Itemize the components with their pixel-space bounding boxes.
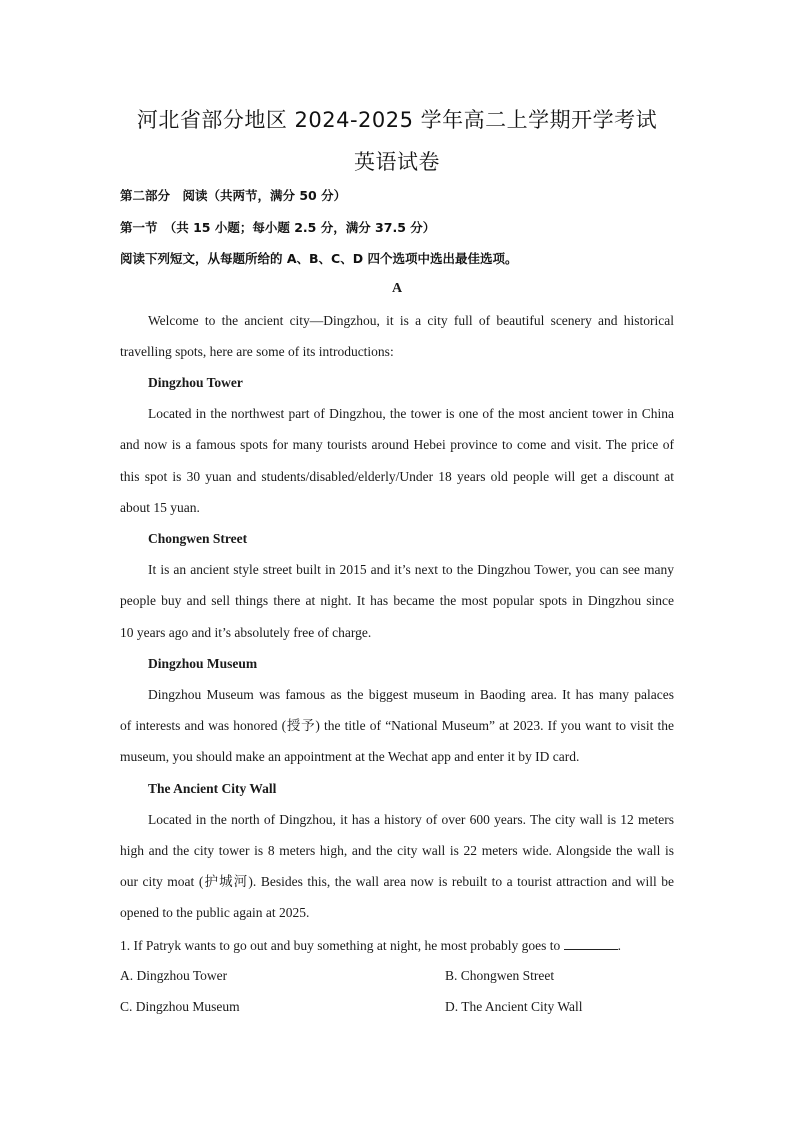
exam-title: 河北省部分地区 2024-2025 学年高二上学期开学考试 xyxy=(136,108,658,132)
paragraph-line: 10 years ago and it’s absolutely free of charge. xyxy=(120,625,372,640)
option-d: D. The Ancient City Wall xyxy=(445,999,583,1014)
intro-line: travelling spots, here are some of its introductions: xyxy=(120,344,394,359)
paragraph-line: and now is a famous spots for many tourists around Hebei province to come and visit. The price of xyxy=(120,437,674,452)
paragraph-line: museum, you should make an appointment at the Wechat app and enter it by ID card. xyxy=(120,749,580,764)
option-a: A. Dingzhou Tower xyxy=(120,968,228,983)
question-text: 1. If Patryk wants to go out and buy something at night, he most probably goes to xyxy=(120,938,561,953)
paragraph-line: Dingzhou Museum was famous as the biggest museum in Baoding area. It has many palaces xyxy=(148,687,674,702)
direction-instruction: 阅读下列短文，从每题所给的 A、B、C、D 四个选项中选出最佳选项。 xyxy=(120,251,518,266)
option-c: C. Dingzhou Museum xyxy=(120,999,240,1014)
paragraph-line: It is an ancient style street built in 2015 and it’s next to the Dingzhou Tower, you can see many xyxy=(148,562,674,577)
paragraph-line: this spot is 30 yuan and students/disabled/elderly/Under 18 years old people will get a discount at xyxy=(120,469,674,484)
answer-blank xyxy=(564,937,618,950)
paragraph-line: Located in the north of Dingzhou, it has a history of over 600 years. The city wall is 12 meters xyxy=(148,812,674,827)
paragraph-line: people buy and sell things there at night. It has became the most popular spots in Dingzhou since xyxy=(120,593,674,608)
paragraph-line: about 15 yuan. xyxy=(120,500,200,515)
paragraph-line: our city moat (护城河). Besides this, the wall area now is rebuilt to a tourist attraction and will be xyxy=(120,874,674,889)
paragraph-line: opened to the public again at 2025. xyxy=(120,905,310,920)
section-heading: Dingzhou Museum xyxy=(148,656,258,671)
section-heading: Dingzhou Tower xyxy=(148,375,243,390)
paragraph-line: of interests and was honored (授予) the title of “National Museum” at 2023. If you want to visit the xyxy=(120,718,674,733)
passage-letter: A xyxy=(391,281,403,296)
exam-subtitle: 英语试卷 xyxy=(354,150,440,174)
question-stem xyxy=(120,937,621,954)
section-heading: Chongwen Street xyxy=(148,531,248,546)
option-b: B. Chongwen Street xyxy=(445,968,555,983)
section-heading: The Ancient City Wall xyxy=(148,781,277,796)
question-end: . xyxy=(617,938,621,953)
intro-line: Welcome to the ancient city—Dingzhou, it is a city full of beautiful scenery and historical xyxy=(148,313,674,328)
paragraph-line: Located in the northwest part of Dingzhou, the tower is one of the most ancient tower in China xyxy=(148,406,674,421)
section-instruction: 第一节 （共 15 小题；每小题 2.5 分，满分 37.5 分） xyxy=(120,220,436,235)
paragraph-line: high and the city tower is 8 meters high, and the city wall is 22 meters wide. Alongside the wall is xyxy=(120,843,674,858)
part-instruction: 第二部分 阅读（共两节，满分 50 分） xyxy=(120,188,347,203)
